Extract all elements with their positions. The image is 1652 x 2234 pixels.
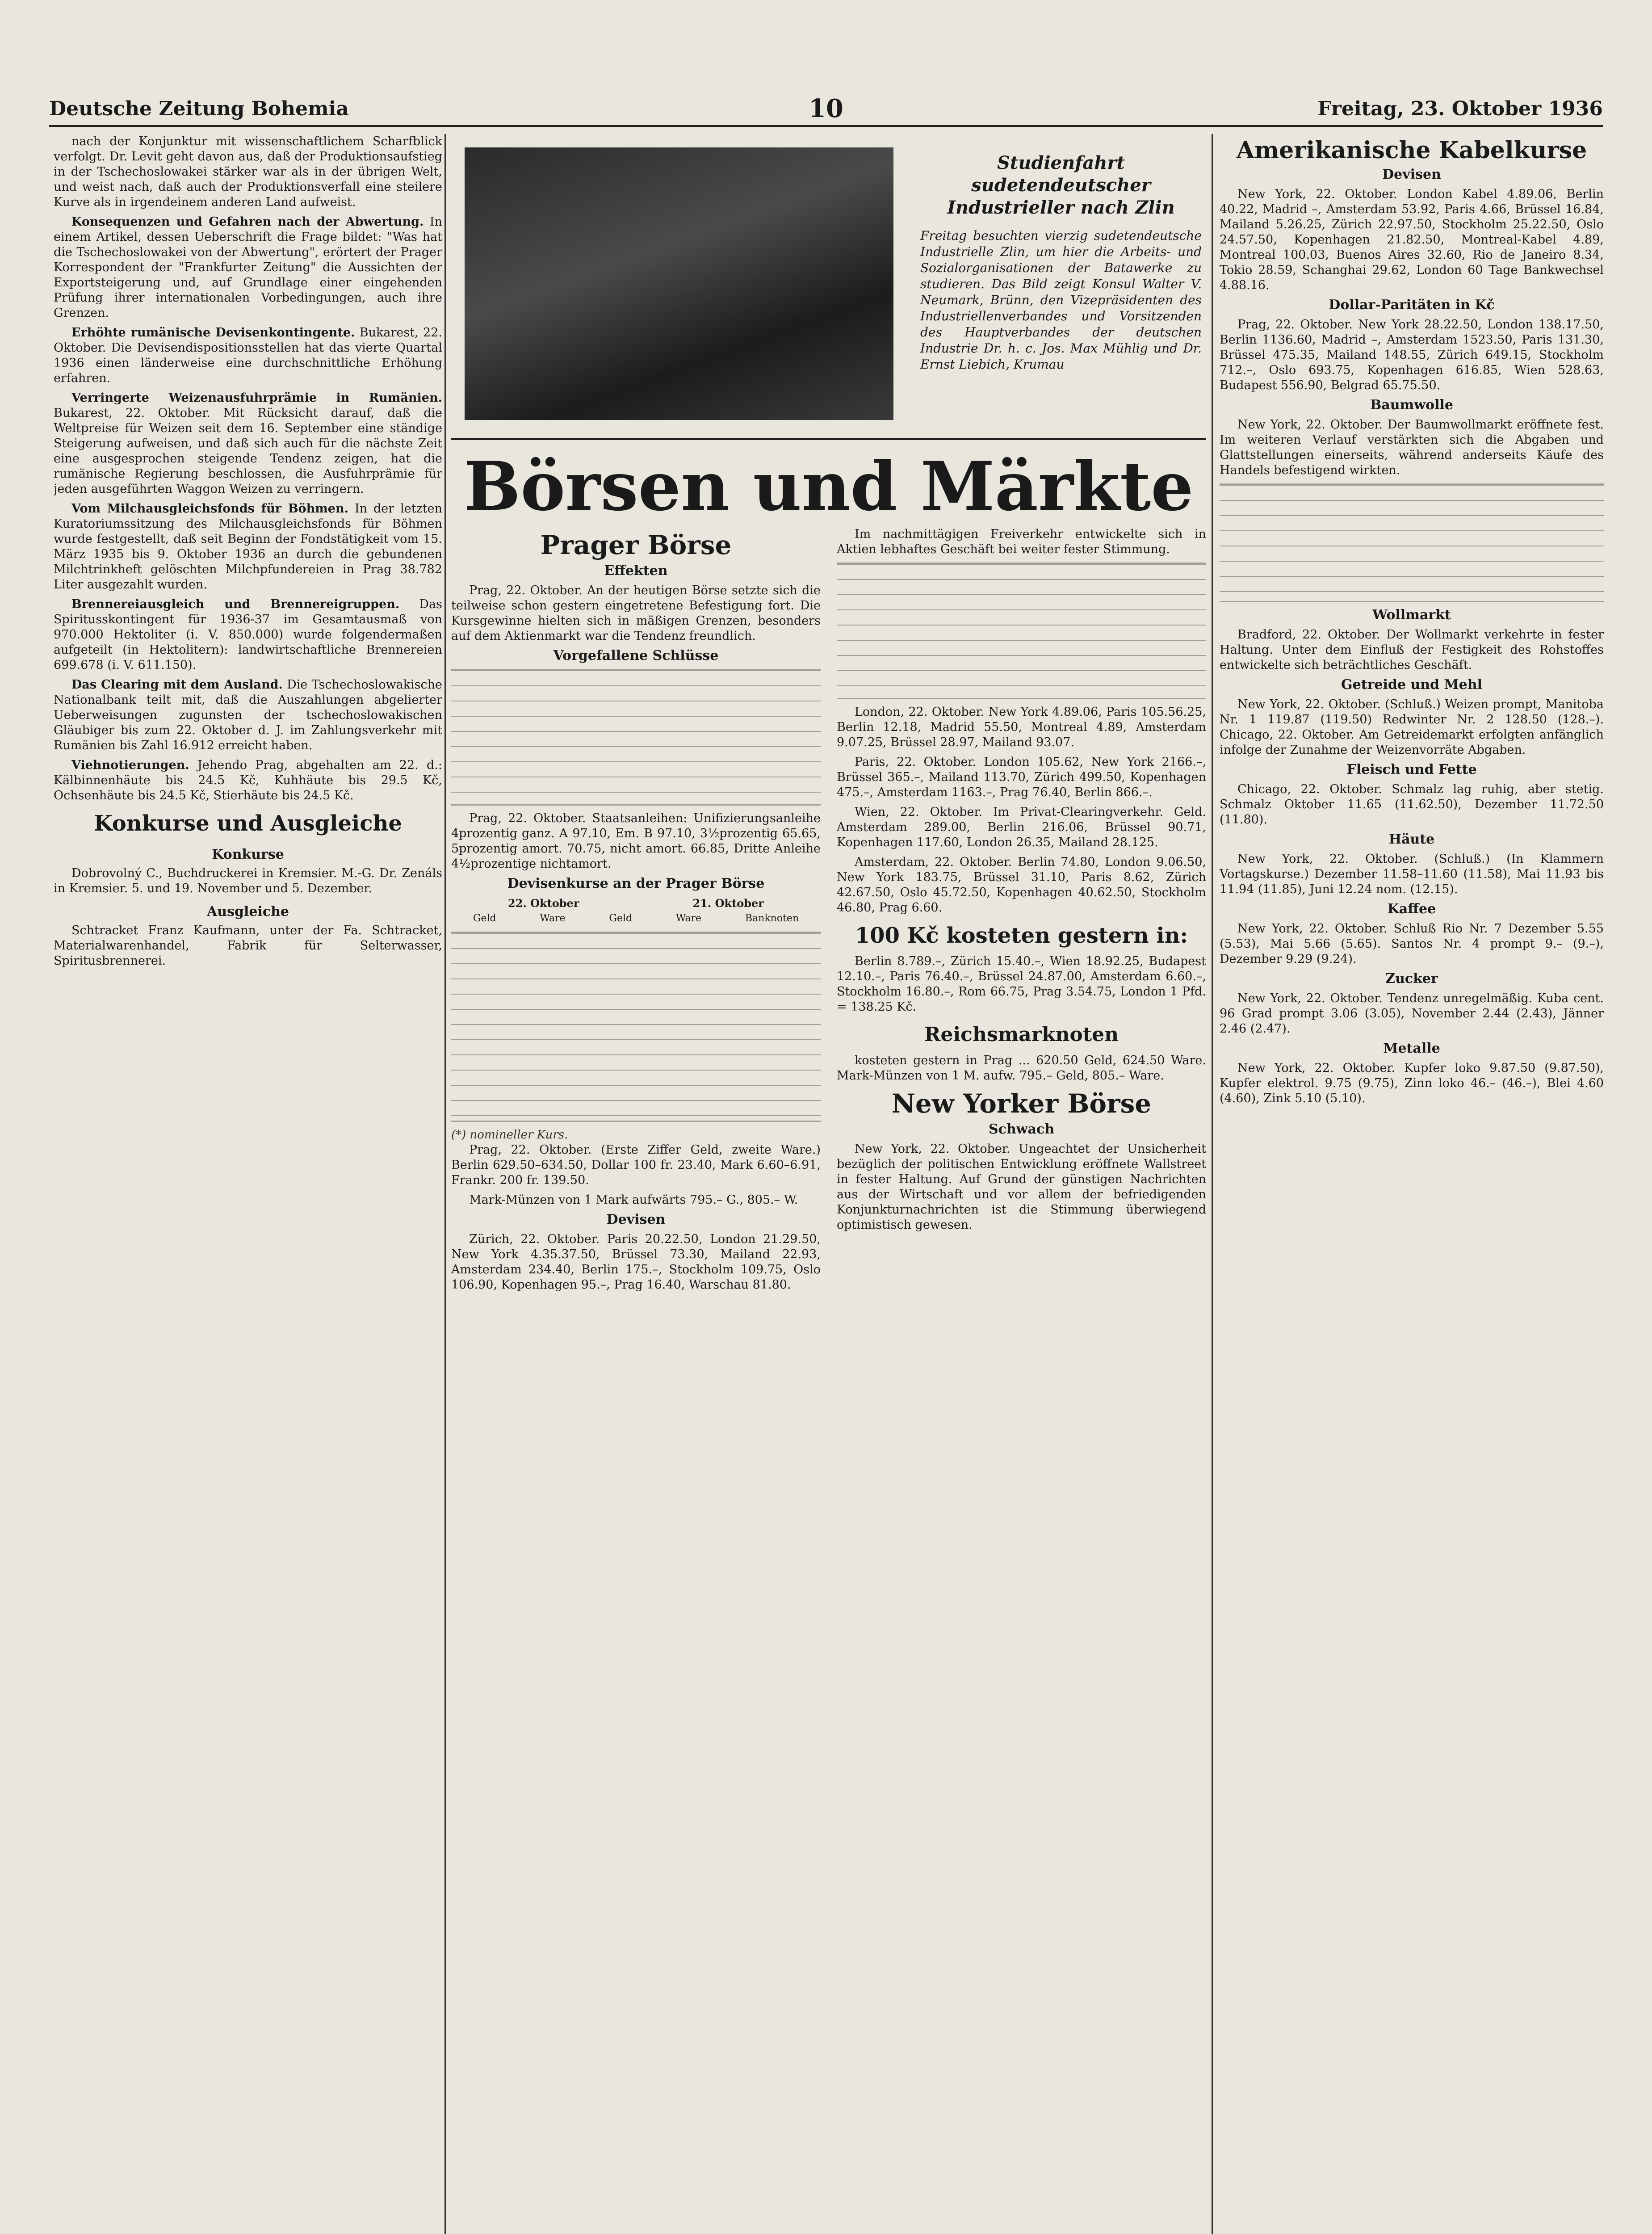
left-column	[54, 134, 442, 2234]
kabel-kicker: Devisen	[1382, 167, 1441, 182]
baumwolle-text: New York, 22. Oktober. Der Baumwollmarkt eröffnete fest. Im weiteren Verlauf verstärkten sich die Abgaben und Glattstellungen einerseits, während anderseits Käufe des Handels befestigend wirkten.	[1220, 418, 1604, 477]
paris-text: Paris, 22. Oktober. London 105.62, New York 2166.–, Brüssel 365.–, Mailand 113.70, Zürich 499.50, Kopenhagen 475.–, Amsterdam 1163.–, Prag 76.40, Berlin 866.–.	[837, 755, 1206, 799]
devisen-heading: Devisen	[606, 1212, 666, 1227]
reichsmarknoten-heading: Reichsmarknoten	[924, 1023, 1119, 1046]
article	[54, 758, 442, 803]
article-title: Brennereiausgleich und Brennereigruppen.	[71, 597, 400, 611]
devisenkurse-subheader	[451, 911, 821, 926]
article-title: Viehnotierungen.	[71, 758, 189, 772]
column-divider	[444, 134, 446, 2234]
baumwolle-heading: Baumwolle	[1370, 397, 1454, 413]
ny-boerse-kicker: Schwach	[988, 1121, 1055, 1137]
photo-caption-title: Studienfahrt sudetendeutscher Industrieller nach Zlin	[947, 152, 1175, 218]
article	[54, 325, 442, 386]
intro-paragraph: nach der Konjunktur mit wissenschaftlichem Scharfblick verfolgt. Dr. Levit geht davon aus, daß der Produktionsaufstieg in der Tschechoslowakei stärker war als in der übrigen Welt, und weist nach, daß auch der Produktionsverfall eine steilere Kurve als in irgendeinem anderen Land aufweist.	[54, 134, 442, 209]
page-number: 10	[809, 94, 843, 123]
stock-table	[451, 669, 821, 806]
schluesse-heading: Vorgefallene Schlüsse	[553, 648, 719, 663]
devisenkurse-sub: Ware	[540, 913, 566, 924]
ausgleiche-subheading: Ausgleiche	[207, 904, 289, 920]
devisenkurse-sub: Ware	[675, 913, 702, 924]
devisenkurse-sub: Geld	[609, 913, 633, 924]
photo-caption	[920, 152, 1202, 373]
fleisch-heading: Fleisch und Fette	[1346, 762, 1477, 777]
photo-caption-text: Freitag besuchten vierzig sudetendeutsche Industrielle Zlin, um hier die Arbeits- und Sozialorganisationen der Batawerke zu studieren. Das Bild zeigt Konsul Walter V. Neumark, Brünn, den Vizepräsidenten des Industriellenverbandes und Vorsitzenden des Hauptverbandes der deutschen Industrie Dr. h. c. Jos. Max Mühlig und Dr. Ernst Liebich, Krumau	[920, 228, 1202, 372]
hundert-kc-heading: 100 Kč kosteten gestern in:	[855, 923, 1188, 948]
devisenkurse-heading: Devisenkurse an der Prager Börse	[507, 876, 765, 891]
article-body: Bukarest, 22. Oktober. Die Devisendispositionsstellen hat das vierte Quartal 1936 einen länderweise eine durchschnittliche Erhöhung erfahren.	[54, 326, 442, 385]
photo-block	[451, 134, 1206, 440]
article-body: Jehendo Prag, abgehalten am 22. d.: Kälbinnenhäute bis 24.5 Kč, Kuhhäute bis 29.5 Kč, Ochsenhäute bis 24.5 Kč, Stierhäute bis 24.5 Kč.	[54, 758, 442, 802]
zuerich-text: Zürich, 22. Oktober. Paris 20.22.50, London 21.29.50, New York 4.35.37.50, Brüssel 73.30, Mailand 22.93, Amsterdam 234.40, Berlin 175.–, Stockholm 109.75, Oslo 106.90, Kopenhagen 95.–, Prag 16.40, Warschau 81.80.	[451, 1232, 821, 1292]
article	[54, 677, 442, 753]
ausgleiche-text: Schtracket Franz Kaufmann, unter der Fa. Schtracket, Materialwarenhandel, Fabrik für Selterwasser, Spiritusbrennerei.	[54, 924, 442, 968]
subcolumn-right	[837, 527, 1206, 1297]
zucker-heading: Zucker	[1385, 971, 1438, 987]
mark-muenzen-text: Mark-Münzen von 1 Mark aufwärts 795.– G., 805.– W.	[469, 1193, 798, 1207]
article-title: Konsequenzen und Gefahren nach der Abwertung.	[71, 215, 424, 229]
subcolumn-left	[451, 527, 821, 1297]
konkurse-text: Dobrovolný C., Buchdruckerei in Kremsier. M.-G. Dr. Zenáls in Kremsier. 5. und 19. November und 5. Dezember.	[54, 866, 442, 895]
haeute-text: New York, 22. Oktober. (Schluß.) (In Klammern Vortagskurse.) Dezember 11.58–11.60 (11.58), Mai 11.93 bis 11.94 (11.85), Juni 12.24 nom. (12.15).	[1220, 852, 1604, 896]
article	[54, 597, 442, 673]
konkurse-subheading: Konkurse	[212, 847, 284, 862]
article-body: Bukarest, 22. Oktober. Mit Rücksicht darauf, daß die Weltpreise für Weizen seit dem 16. September eine ständige Steigerung aufweisen, und daß sich auch für die nächste Zeit eine ausgesprochen steigende Tendenz zeigen, hat die rumänische Regierung beschlossen, die Ausfuhrprämie für jeden ausgeführten Waggon Weizen zu verringern.	[54, 406, 442, 496]
zucker-text: New York, 22. Oktober. Tendenz unregelmäßig. Kuba cent. 96 Grad prompt 3.06 (3.05), November 2.44 (2.43), Jänner 2.46 (2.47).	[1220, 991, 1604, 1036]
amsterdam-text: Amsterdam, 22. Oktober. Berlin 74.80, London 9.06.50, New York 183.75, Brüssel 31.10, Paris 8.62, Zürich 42.67.50, Oslo 45.72.50, Kopenhagen 40.62.50, Stockholm 46.80, Prag 6.60.	[837, 855, 1206, 915]
stock-table-2	[837, 563, 1206, 699]
haeute-heading: Häute	[1388, 831, 1435, 847]
paper-name: Deutsche Zeitung Bohemia	[49, 97, 349, 120]
metalle-text: New York, 22. Oktober. Kupfer loko 9.87.50 (9.87.50), Kupfer elektrol. 9.75 (9.75), Zinn loko 46.– (46.–), Blei 4.60 (4.60), Zink 5.10 (5.10).	[1220, 1061, 1604, 1105]
devisenkurse-header	[451, 896, 821, 911]
right-column	[1220, 134, 1604, 2234]
prager-boerse-text: Prag, 22. Oktober. An der heutigen Börse setzte sich die teilweise schon gestern eingetretene Befestigung fort. Die Kursgewinne hielten sich in mäßigen Grenzen, besonders auf dem Aktienmarkt war die Tendenz freundlich.	[451, 584, 821, 643]
ny-boerse-heading: New Yorker Börse	[891, 1088, 1152, 1119]
devisenkurse-sub: Banknoten	[745, 913, 799, 924]
article	[54, 391, 442, 497]
article-body: Die Tschechoslowakische Nationalbank teilt mit, daß die Auszahlungen abgelierter Ueberweisungen zugunsten der tschechoslowakischen Gläubiger bis zum 22. Oktober d. J. im Zahlungsverkehr mit Rumänien bis Zahl 16.912 erreicht haben.	[54, 678, 442, 752]
wien-text: Wien, 22. Oktober. Im Privat-Clearingverkehr. Geld. Amsterdam 289.00, Berlin 216.06, Brüssel 90.71, Kopenhagen 117.60, London 26.35, Mailand 28.125.	[837, 805, 1206, 849]
dollar-text: Prag, 22. Oktober. New York 28.22.50, London 138.17.50, Berlin 1136.60, Madrid –, Amsterdam 1523.50, Paris 131.30, Brüssel 475.35, Mailand 148.55, Zürich 649.15, Stockholm 712.–, Oslo 693.75, Kopenhagen 616.85, Wien 528.63, Budapest 556.90, Belgrad 65.75.50.	[1220, 318, 1604, 392]
london-text: London, 22. Oktober. New York 4.89.06, Paris 105.56.25, Berlin 12.18, Madrid 55.50, Montreal 4.89, Amsterdam 9.07.25, Brüssel 28.97, Mailand 93.07.	[837, 705, 1206, 749]
ny-boerse-text: New York, 22. Oktober. Ungeachtet der Unsicherheit bezüglich der politischen Entwicklung eröffnete Wallstreet in fester Haltung. Auf Grund der günstigen Nachrichten aus der Wirtschaft und vor allem der befriedigenden Konjunkturnachrichten ist die Stimmung überwiegend optimistisch gewesen.	[837, 1142, 1206, 1232]
market-subcolumns	[451, 527, 1206, 1297]
column-divider	[1212, 134, 1213, 2234]
article-title: Das Clearing mit dem Ausland.	[71, 678, 283, 692]
kaffee-heading: Kaffee	[1387, 901, 1436, 917]
group-photo	[465, 147, 893, 420]
article-body: In einem Artikel, dessen Ueberschrift die Frage bildet: "Was hat die Tschechoslowakei von der Abwertung", erörtert der Prager Korrespondent der "Frankfurter Zeitung" die Aussichten der Exportsteigerung und, auf Grundlage einer eingehenden Prüfung ihrer internationalen Vorbedingungen, auch ihre Grenzen.	[54, 215, 442, 320]
reichsmarknoten-text: kosteten gestern in Prag ... 620.50 Geld, 624.50 Ware. Mark-Münzen von 1 M. aufw. 795.– Geld, 805.– Ware.	[837, 1054, 1206, 1083]
kabel-text: New York, 22. Oktober. London Kabel 4.89.06, Berlin 40.22, Madrid –, Amsterdam 53.92, Paris 4.66, Brüssel 16.84, Mailand 5.26.25, Zürich 22.97.50, Stockholm 25.22.50, Oslo 24.57.50, Kopenhagen 21.82.50, Montreal-Kabel 4.89, Montreal 100.03, Buenos Aires 32.60, Rio de Janeiro 8.34, Tokio 28.59, Schanghai 29.62, London 60 Tage Bankwechsel 4.88.16.	[1220, 187, 1604, 292]
metalle-heading: Metalle	[1383, 1041, 1440, 1056]
kabel-heading: Amerikanische Kabelkurse	[1236, 137, 1587, 164]
issue-date: Freitag, 23. Oktober 1936	[1317, 97, 1603, 120]
wollmarkt-heading: Wollmarkt	[1372, 607, 1451, 623]
baumwolle-table	[1220, 483, 1604, 602]
article-body: In der letzten Kuratoriumssitzung des Milchausgleichsfonds für Böhmen wurde festgestellt, daß seit Beginn der Fondstätigkeit vom 15. März 1935 bis 9. Oktober 1936 an durch die gebundenen Milchtrinkheft gelöschten Milchpfundereien in Prag 38.782 Liter ausgezahlt wurden.	[54, 502, 442, 592]
prager-boerse-heading: Prager Börse	[540, 530, 732, 560]
fleisch-text: Chicago, 22. Oktober. Schmalz lag ruhig, aber stetig. Schmalz Oktober 11.65 (11.62.50), Dezember 11.72.50 (11.80).	[1220, 782, 1604, 827]
getreide-heading: Getreide und Mehl	[1341, 677, 1482, 693]
article-body: Das Spiritusskontingent für 1936-37 im Gesamtausmaß von 970.000 Hektoliter (i. V. 850.000) wurde folgendermaßen aufgeteilt (in Hektolitern): landwirtschaftliche Brennereien 699.678 (i. V. 611.150).	[54, 597, 442, 672]
devisenkurse-col-date: 22. Oktober	[508, 897, 579, 910]
staatsanleihen-text: Prag, 22. Oktober. Staatsanleihen: Unifizierungsanleihe 4prozentig ganz. A 97.10, Em. B 97.10, 3½prozentig 65.65, 5prozentig amort. 70.75, nicht amort. 66.85, Dritte Anleihe 4½prozentige nichtamort.	[451, 811, 821, 871]
article	[54, 501, 442, 592]
prager-boerse-text-2: Im nachmittägigen Freiverkehr entwickelte sich in Aktien lebhaftes Geschäft bei weiter fester Stimmung.	[837, 527, 1206, 556]
devisenkurse-table	[451, 932, 821, 1122]
dollar-heading: Dollar-Paritäten in Kč	[1329, 297, 1495, 313]
article	[54, 214, 442, 321]
devisenkurse-col-date: 21. Oktober	[692, 897, 764, 910]
article-title: Vom Milchausgleichsfonds für Böhmen.	[71, 502, 349, 516]
hundert-kc-text: Berlin 8.789.–, Zürich 15.40.–, Wien 18.92.25, Budapest 12.10.–, Paris 76.40.–, Brüssel 24.87.00, Amsterdam 6.60.–, Stockholm 16.80.–, Rom 66.75, Prag 3.54.75, London 1 Pfd. = 138.25 Kč.	[837, 954, 1206, 1014]
center-column	[451, 134, 1206, 2234]
wollmarkt-text: Bradford, 22. Oktober. Der Wollmarkt verkehrte in fester Haltung. Unter dem Einfluß der Festigkeit des Rohstoffes entwickelte sich beträchtliches Geschäft.	[1220, 628, 1604, 672]
konkurse-heading: Konkurse und Ausgleiche	[94, 811, 402, 836]
masthead	[49, 94, 1603, 127]
getreide-text: New York, 22. Oktober. (Schluß.) Weizen prompt, Manitoba Nr. 1 119.87 (119.50) Redwinter Nr. 2 128.50 (128.–). Chicago, 22. Oktober. Am Getreidemarkt erfolgten anfänglich infolge der Zunahme der Weizenvorräte Abgaben.	[1220, 697, 1604, 757]
article-title: Verringerte Weizenausfuhrprämie in Rumänien.	[71, 391, 442, 405]
devisenkurse-note: (*) nomineller Kurs.	[451, 1128, 568, 1142]
section-banner: Börsen und Märkte	[464, 447, 1194, 526]
devisenkurse-sub: Geld	[473, 913, 496, 924]
article-title: Erhöhte rumänische Devisenkontingente.	[71, 326, 355, 340]
kaffee-text: New York, 22. Oktober. Schluß Rio Nr. 7 Dezember 5.55 (5.53), Mai 5.66 (5.65). Santos Nr. 4 prompt 9.– (9.–), Dezember 9.29 (9.24).	[1220, 922, 1604, 966]
banknoten-text: Prag, 22. Oktober. (Erste Ziffer Geld, zweite Ware.) Berlin 629.50–634.50, Dollar 100 fr. 23.40, Mark 6.60–6.91, Frankr. 200 fr. 139.50.	[451, 1143, 821, 1187]
prager-boerse-kicker: Effekten	[604, 563, 668, 579]
